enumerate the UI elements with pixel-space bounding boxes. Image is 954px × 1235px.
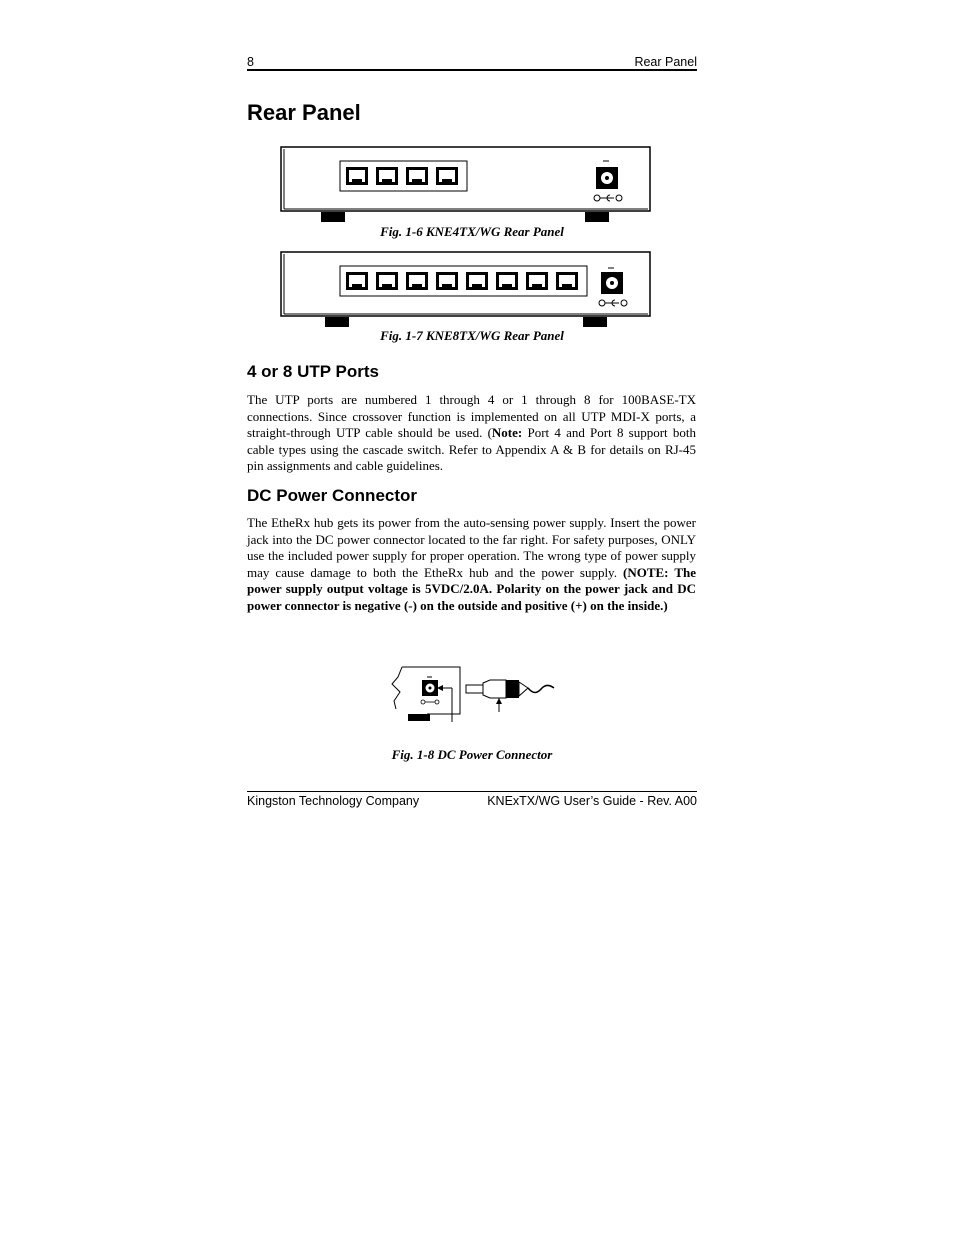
figure-caption-1-6: Fig. 1-6 KNE4TX/WG Rear Panel (380, 224, 564, 239)
figure-caption-1-7: Fig. 1-7 KNE8TX/WG Rear Panel (380, 328, 564, 343)
dc-power-paragraph (247, 515, 696, 615)
page-header (247, 55, 697, 69)
dc-power-connector-figure (382, 664, 562, 726)
page-title: Rear Panel (247, 100, 361, 125)
section-heading-utp-ports: 4 or 8 UTP Ports (247, 362, 379, 381)
figure-caption-1-8: Fig. 1-8 DC Power Connector (391, 747, 553, 762)
kne4tx-rear-panel-figure (280, 145, 652, 225)
utp-ports-paragraph (247, 392, 696, 475)
footer-guide-title: KNExTX/WG User’s Guide - Rev. A00 (487, 794, 697, 808)
utp-note-label: Note: (491, 425, 523, 441)
footer-company: Kingston Technology Company (247, 794, 420, 808)
kne8tx-rear-panel-figure (280, 250, 652, 330)
section-heading-dc-power: DC Power Connector (247, 486, 418, 505)
dc-bold-note: (NOTE: The power supply output voltage is 5VDC/2.0A. Polarity on the power jack and DC power connector is negative (-) on the outside and positive (+) on the inside.) (247, 564, 696, 613)
utp-text-part-2: Port 4 and Port 8 support both cable types using the cascade switch. Refer to Appendix A & B for details on RJ-45 pin assignments and cable guidelines. (247, 425, 696, 474)
dc-text-part-1: The EtheRx hub gets its power from the auto-sensing power supply. Insert the power jack into the DC power connector located to the far right. For safety purposes, ONLY use the included power supply for proper operation. The wrong type of power supply may cause damage to both the EtheRx hub and the power supply. (247, 515, 696, 580)
utp-text-part-1: The UTP ports are numbered 1 through 4 or 1 through 8 for 100BASE-TX connections. Since crossover function is implemented on all UTP MDI-X ports, a straight-through UTP cable should be used. ( (247, 392, 696, 441)
running-header-section: Rear Panel (634, 55, 697, 69)
page-number: 8 (247, 55, 254, 69)
footer-rule (247, 791, 697, 792)
header-rule (247, 69, 697, 71)
